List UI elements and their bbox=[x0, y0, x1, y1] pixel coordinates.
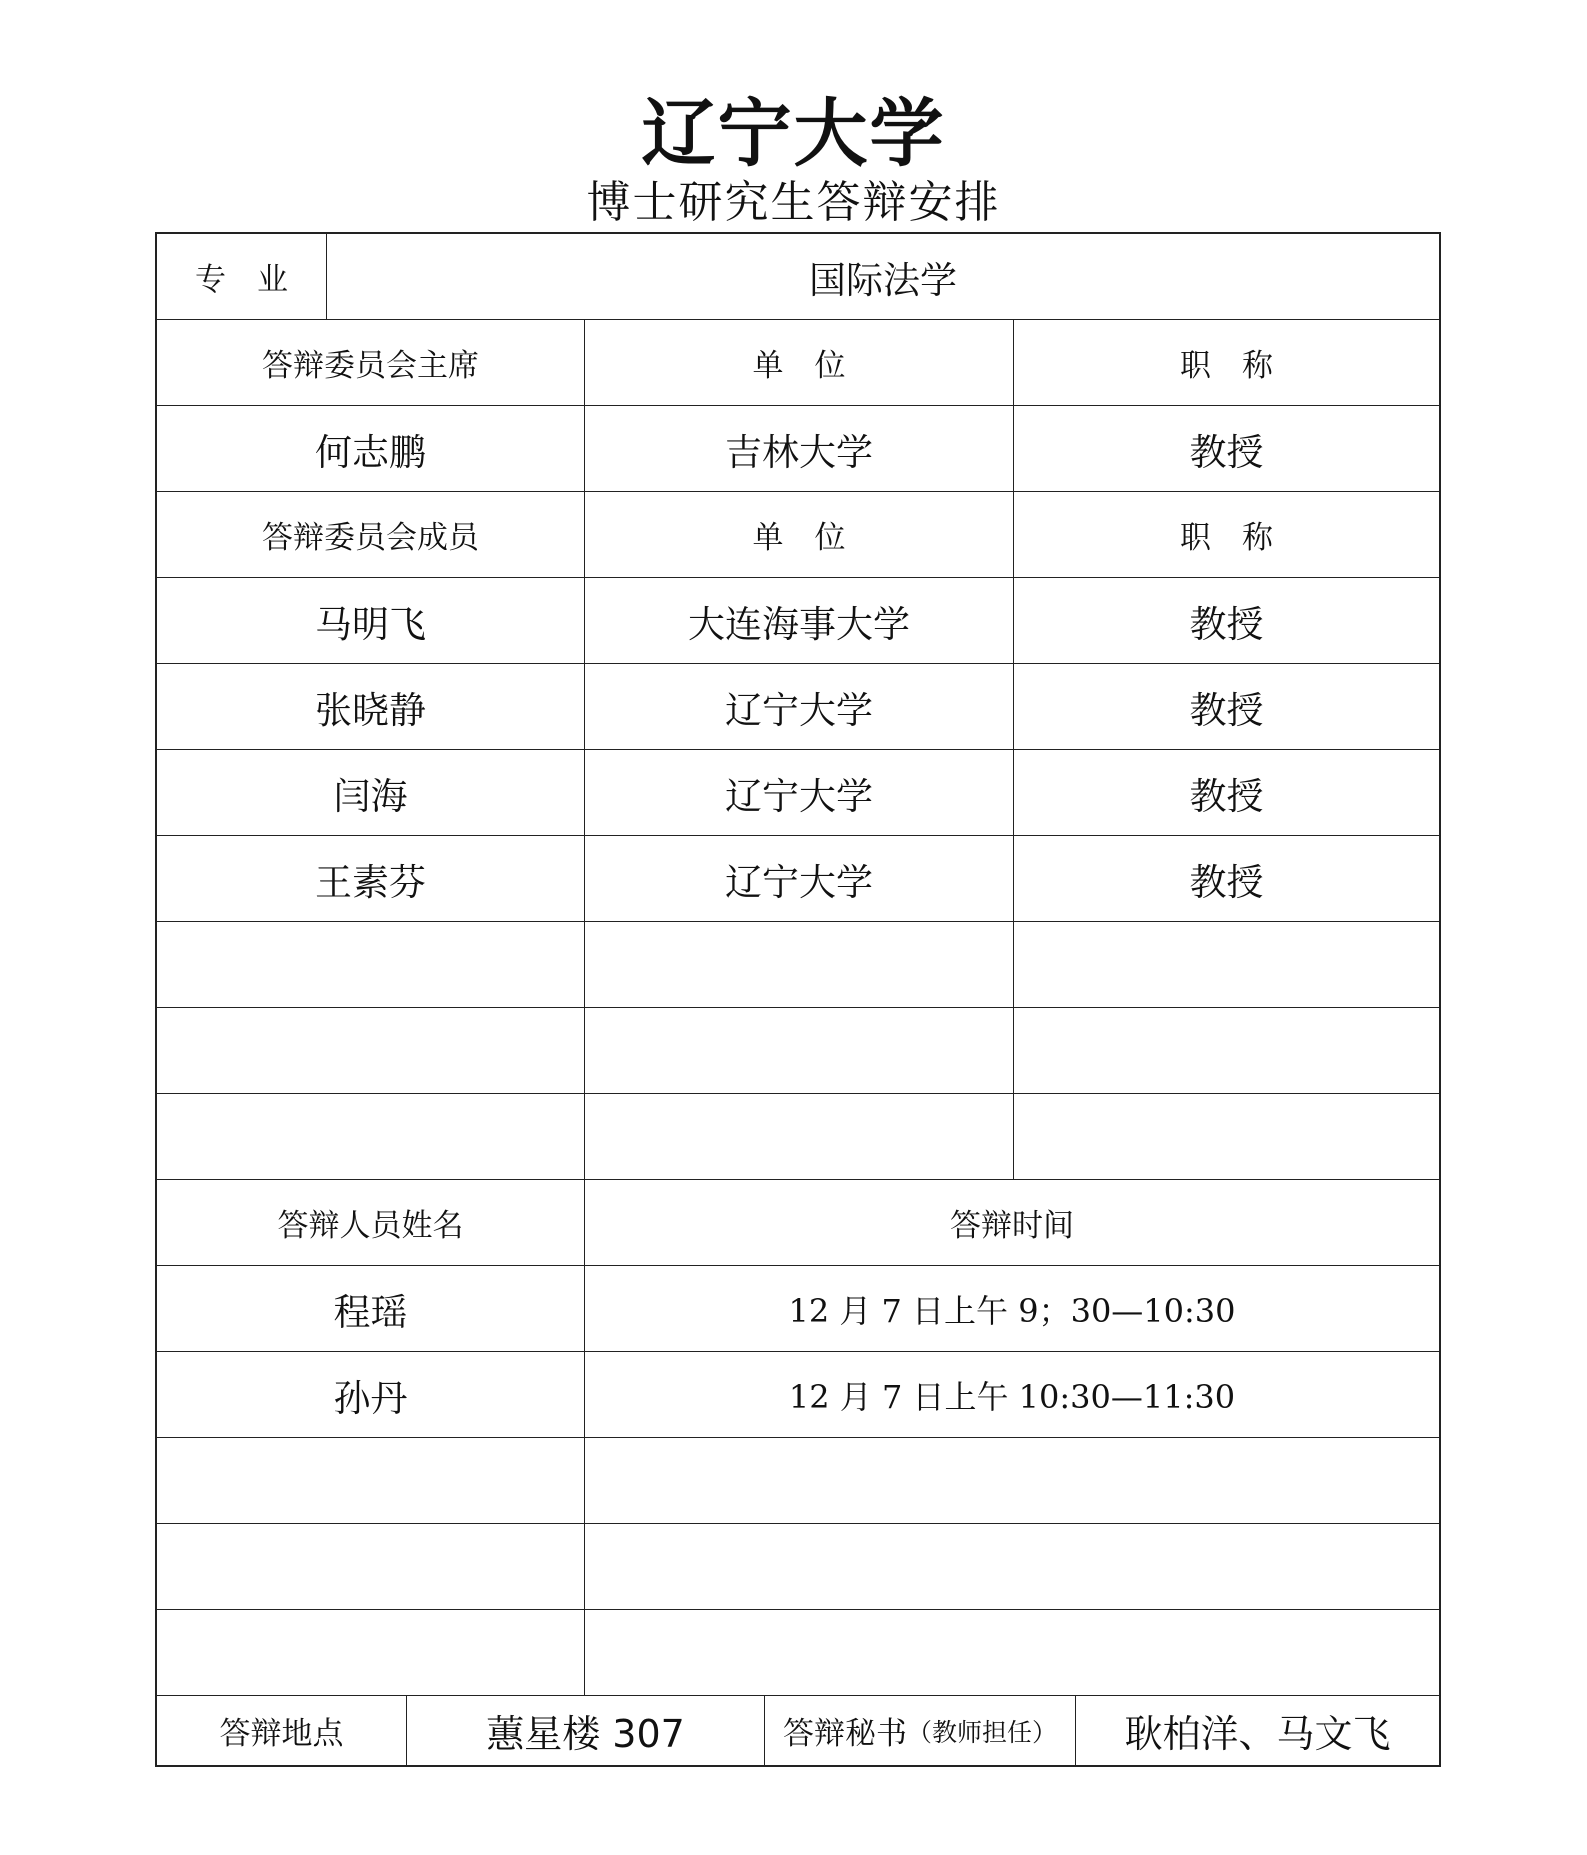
member-name bbox=[157, 922, 585, 1007]
chair-rank: 教授 bbox=[1189, 430, 1264, 474]
member-unit bbox=[585, 922, 1014, 1007]
document-subtitle: 博士研究生答辩安排 bbox=[586, 177, 1001, 228]
candidate-time bbox=[585, 1524, 1439, 1609]
secretary-value: 耿柏洋、马文飞 bbox=[1124, 1712, 1391, 1756]
candidate-time-header: 答辩时间 bbox=[950, 1208, 1074, 1244]
major-label: 专 业 bbox=[157, 234, 327, 319]
member-rank: 教授 bbox=[1189, 860, 1264, 904]
chair-name: 何志鹏 bbox=[157, 406, 585, 491]
member-unit: 辽宁大学 bbox=[585, 664, 1014, 749]
candidate-name bbox=[157, 1438, 585, 1523]
member-row bbox=[157, 578, 1439, 664]
chair-unit-header: 单 位 bbox=[585, 320, 1014, 405]
members-unit-header: 单 位 bbox=[585, 492, 1014, 577]
place-value: 蕙星楼 307 bbox=[407, 1696, 765, 1765]
document-title: 辽宁大学 bbox=[641, 91, 946, 177]
candidate-name bbox=[157, 1610, 585, 1695]
candidate-time bbox=[585, 1610, 1439, 1695]
candidates-header-row bbox=[157, 1180, 1439, 1266]
candidate-row bbox=[157, 1352, 1439, 1438]
member-row-empty bbox=[157, 1094, 1439, 1180]
member-rank bbox=[1014, 1094, 1439, 1179]
members-rank-header: 职 称 bbox=[1180, 520, 1273, 556]
member-name bbox=[157, 1008, 585, 1093]
secretary-note: （教师担任） bbox=[906, 1717, 1057, 1747]
major-value: 国际法学 bbox=[809, 258, 957, 302]
member-rank: 教授 bbox=[1189, 688, 1264, 732]
place-label: 答辩地点 bbox=[157, 1696, 407, 1765]
members-role-header: 答辩委员会成员 bbox=[157, 492, 585, 577]
candidate-name bbox=[157, 1524, 585, 1609]
chair-role-header: 答辩委员会主席 bbox=[157, 320, 585, 405]
candidate-row-empty bbox=[157, 1610, 1439, 1696]
member-unit: 辽宁大学 bbox=[585, 750, 1014, 835]
members-header-row bbox=[157, 492, 1439, 578]
secretary-label-cell bbox=[765, 1696, 1076, 1765]
chair-rank-header: 职 称 bbox=[1180, 348, 1273, 384]
candidate-name: 程瑶 bbox=[157, 1266, 585, 1351]
candidate-row-empty bbox=[157, 1438, 1439, 1524]
defense-schedule-table bbox=[155, 232, 1441, 1767]
candidate-time: 12 月 7 日上午 9；30—10:30 bbox=[788, 1291, 1236, 1330]
member-row-empty bbox=[157, 1008, 1439, 1094]
member-row bbox=[157, 664, 1439, 750]
member-row bbox=[157, 836, 1439, 922]
member-rank bbox=[1014, 1008, 1439, 1093]
member-rank: 教授 bbox=[1189, 602, 1264, 646]
member-name: 张晓静 bbox=[157, 664, 585, 749]
major-row bbox=[157, 234, 1439, 320]
member-unit bbox=[585, 1094, 1014, 1179]
member-name: 王素芬 bbox=[157, 836, 585, 921]
chair-unit: 吉林大学 bbox=[585, 406, 1014, 491]
member-name: 马明飞 bbox=[157, 578, 585, 663]
member-row-empty bbox=[157, 922, 1439, 1008]
member-rank bbox=[1014, 922, 1439, 1007]
member-name: 闫海 bbox=[157, 750, 585, 835]
secretary-label: 答辩秘书 bbox=[782, 1716, 907, 1752]
chair-header-row bbox=[157, 320, 1439, 406]
member-rank: 教授 bbox=[1189, 774, 1264, 818]
candidate-time bbox=[585, 1438, 1439, 1523]
member-row bbox=[157, 750, 1439, 836]
member-name bbox=[157, 1094, 585, 1179]
candidate-row bbox=[157, 1266, 1439, 1352]
member-unit bbox=[585, 1008, 1014, 1093]
candidate-name: 孙丹 bbox=[157, 1352, 585, 1437]
member-unit: 辽宁大学 bbox=[585, 836, 1014, 921]
member-unit: 大连海事大学 bbox=[585, 578, 1014, 663]
candidate-name-header: 答辩人员姓名 bbox=[157, 1180, 585, 1265]
candidate-row-empty bbox=[157, 1524, 1439, 1610]
candidate-time: 12 月 7 日上午 10:30—11:30 bbox=[788, 1377, 1236, 1416]
footer-row bbox=[157, 1696, 1439, 1765]
chair-row bbox=[157, 406, 1439, 492]
